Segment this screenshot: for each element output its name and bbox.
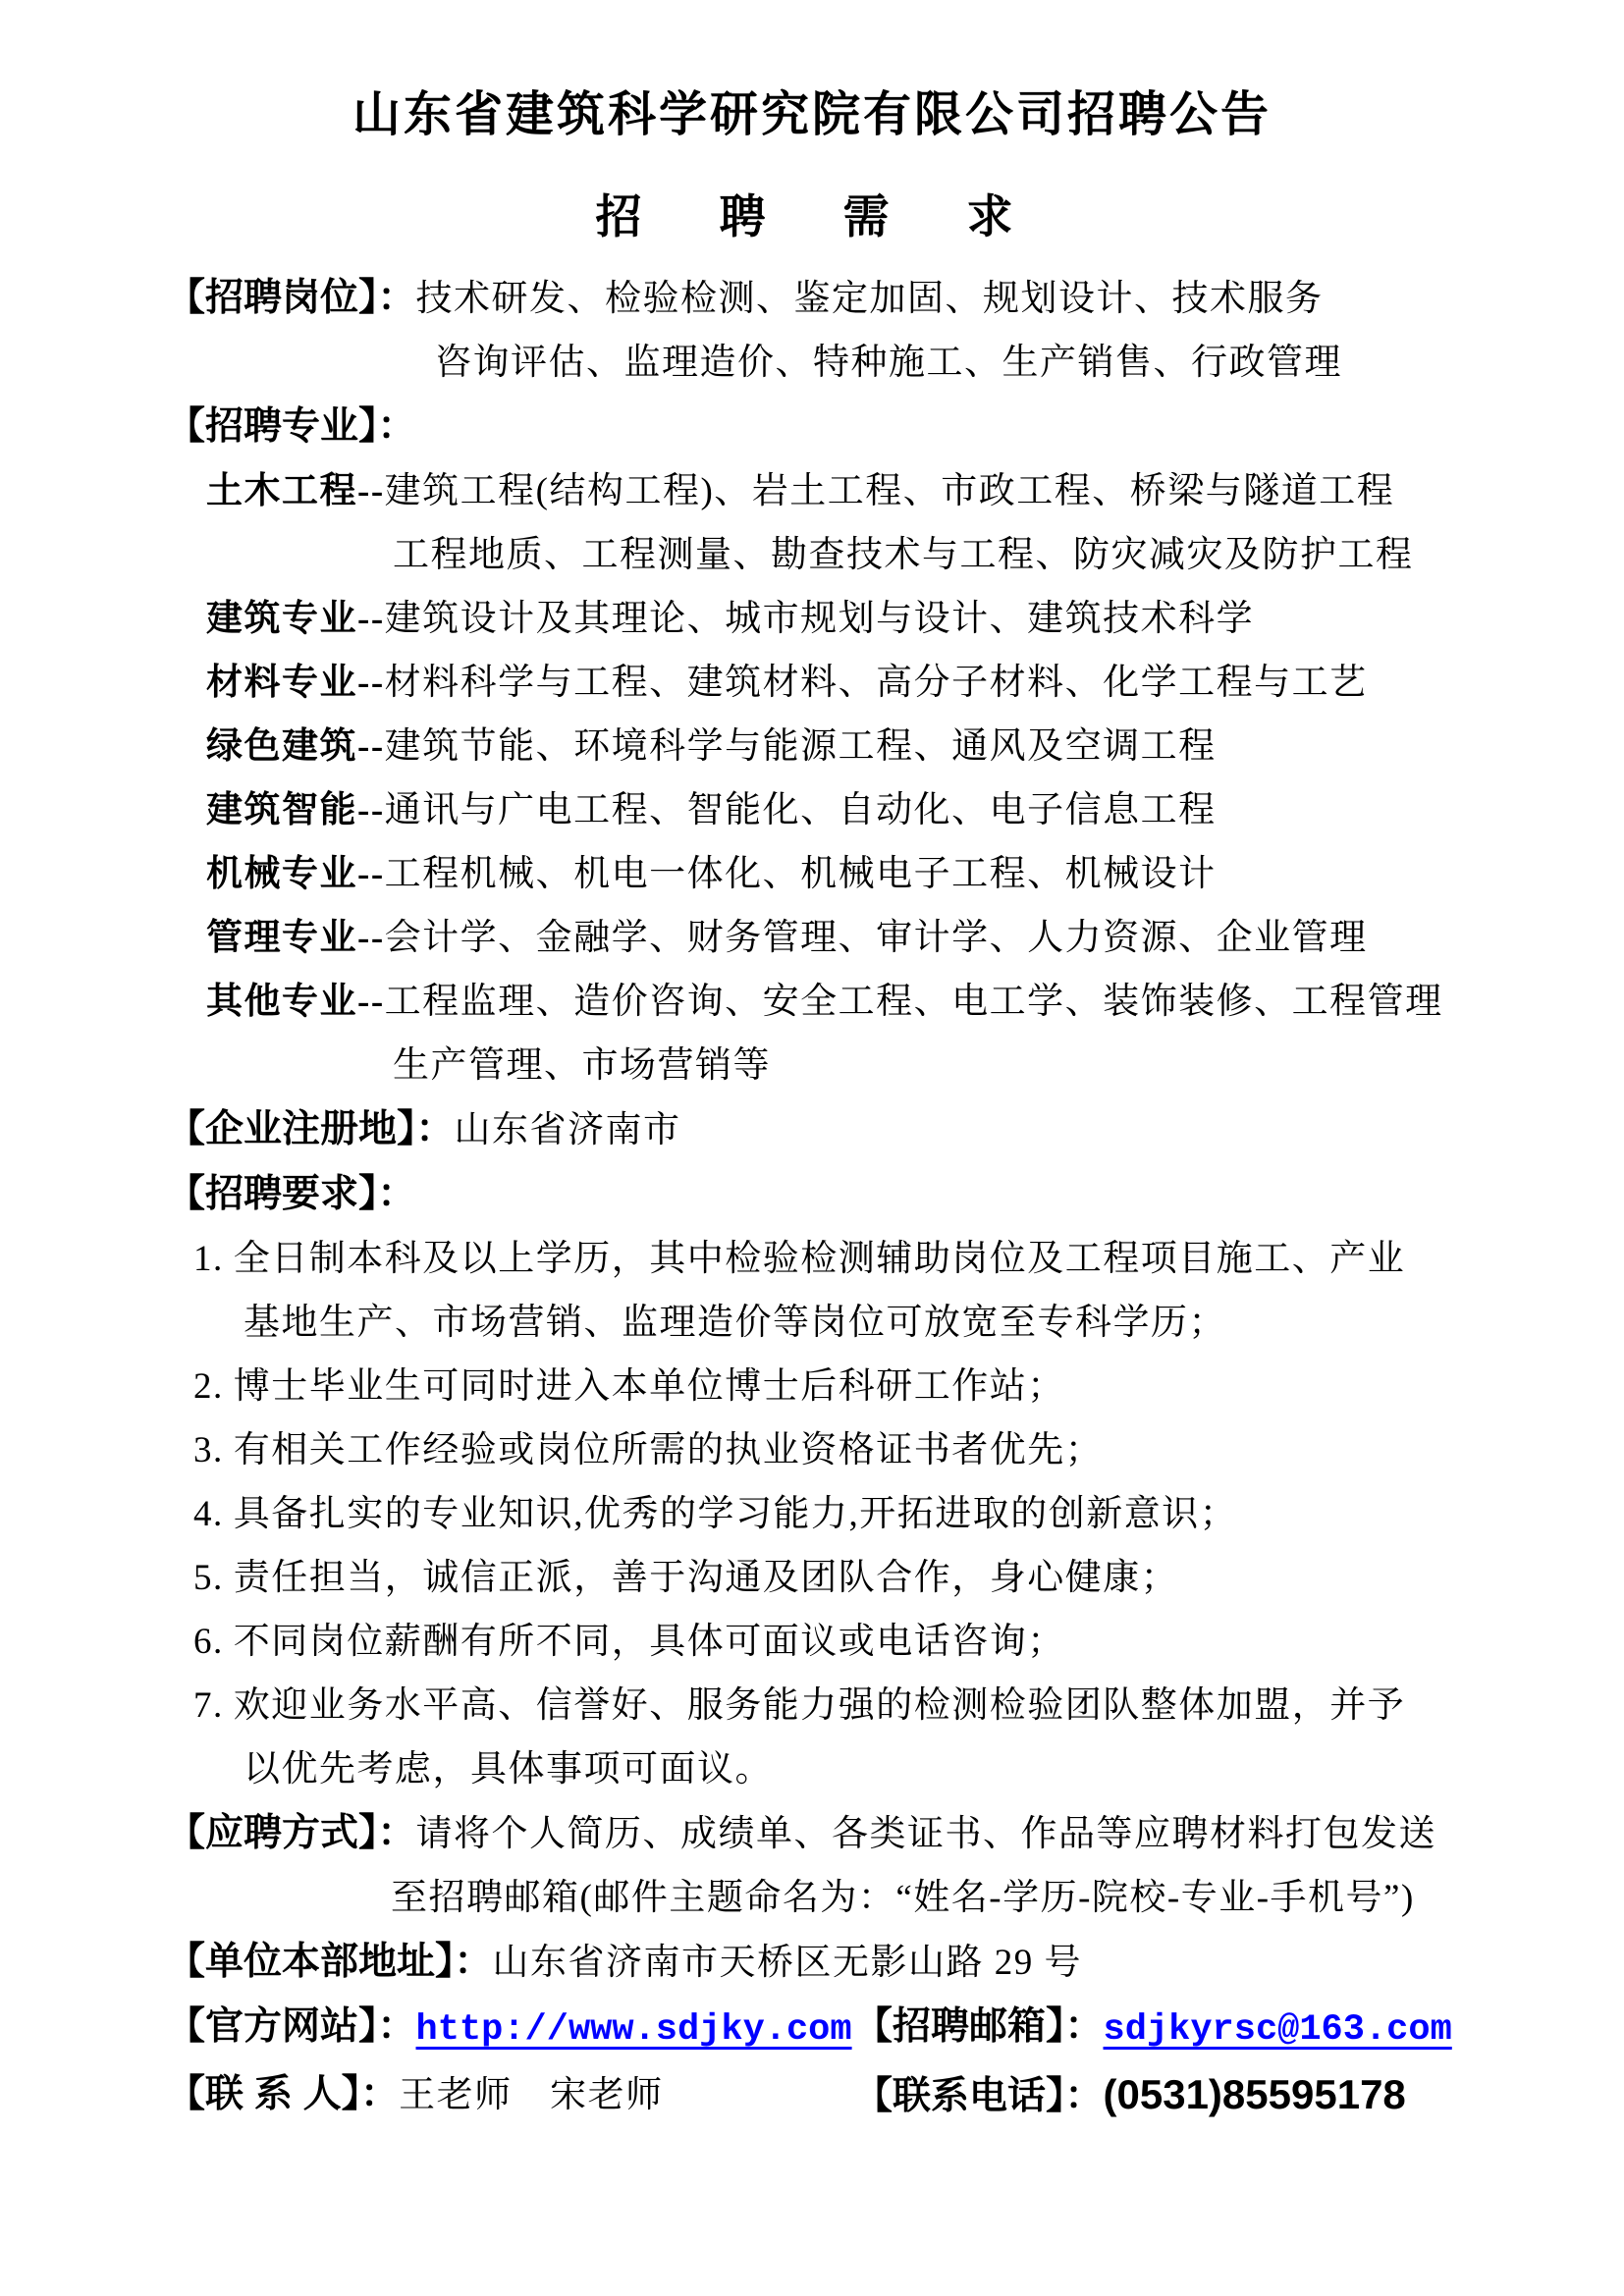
requirement-item-3 (0, 1418, 1624, 1482)
address-row (0, 1930, 1624, 1995)
registration-label: 【企业注册地】： (167, 1108, 455, 1150)
application-row (0, 1801, 1624, 1866)
requirement-item-2 (0, 1355, 1624, 1418)
major-separator: -- (357, 726, 385, 767)
page-title: 山东省建筑科学研究院有限公司招聘公告 (352, 87, 1272, 141)
website-link[interactable]: http://www.sdjky.com (415, 2009, 852, 2051)
positions-line1: 技术研发、检验检测、鉴定加固、规划设计、技术服务 (415, 279, 1324, 319)
requirement-item-7 (0, 1674, 1624, 1737)
major-category: 建筑专业 (206, 599, 357, 639)
application-label: 【应聘方式】： (167, 1812, 416, 1854)
major-row-other-cont: 生产管理、市场营销等 (393, 1045, 771, 1086)
major-separator: -- (357, 663, 385, 703)
requirement-number: 2. (193, 1366, 224, 1407)
major-separator: -- (357, 854, 385, 894)
major-category: 绿色建筑 (206, 726, 357, 767)
phone-value: (0531)85595178 (1103, 2071, 1406, 2117)
major-text: 工程监理、造价咨询、安全工程、电工学、装饰装修、工程管理 (384, 982, 1443, 1022)
major-text: 工程机械、机电一体化、机械电子工程、机械设计 (384, 854, 1217, 894)
requirements-label: 【招聘要求】： (167, 1173, 416, 1215)
application-line2: 至招聘邮箱(邮件主题命名为：“姓名-学历-院校-专业-手机号”) (391, 1878, 1415, 1918)
majors-header (0, 395, 1624, 459)
major-category: 土木工程 (206, 471, 357, 511)
major-row-other (0, 970, 1624, 1034)
requirement-item-1 (0, 1227, 1624, 1291)
website-cell (167, 1995, 854, 2062)
major-row-mechanical (0, 842, 1624, 906)
major-separator: -- (357, 918, 385, 958)
requirement-number: 3. (193, 1430, 224, 1470)
requirement-item-1-cont: 基地生产、市场营销、监理造价等岗位可放宽至专科学历； (244, 1303, 1226, 1343)
major-text: 建筑设计及其理论、城市规划与设计、建筑技术科学 (384, 599, 1255, 639)
major-separator: -- (357, 790, 385, 830)
positions-line2: 咨询评估、监理造价、特种施工、生产销售、行政管理 (435, 343, 1342, 383)
address-label: 【单位本部地址】： (167, 1941, 493, 1983)
requirement-text: 具备扎实的专业知识,优秀的学习能力,开拓进取的创新意识； (233, 1494, 1238, 1534)
requirement-number: 6. (193, 1622, 224, 1662)
website-email-row (0, 1995, 1624, 2062)
registration-value: 山东省济南市 (454, 1110, 681, 1150)
major-separator: -- (357, 982, 385, 1022)
requirements-header (0, 1162, 1624, 1227)
major-text: 通讯与广电工程、智能化、自动化、电子信息工程 (384, 790, 1217, 830)
requirement-text: 欢迎业务水平高、信誉好、服务能力强的检测检验团队整体加盟，并予 (233, 1685, 1406, 1726)
page-subtitle: 招 聘 需 求 (595, 192, 1029, 243)
requirement-number: 5. (193, 1558, 224, 1598)
requirement-item-6 (0, 1610, 1624, 1674)
email-label: 【招聘邮箱】： (854, 2005, 1104, 2048)
major-row-green-building (0, 715, 1624, 778)
major-row-civil (0, 459, 1624, 523)
major-category: 管理专业 (206, 918, 357, 958)
address-value: 山东省济南市天桥区无影山路 29 号 (492, 1943, 1083, 1983)
major-row-civil-cont: 工程地质、工程测量、勘查技术与工程、防灾减灾及防护工程 (393, 535, 1414, 575)
major-category: 建筑智能 (206, 790, 357, 830)
major-text: 会计学、金融学、财务管理、审计学、人力资源、企业管理 (384, 918, 1368, 958)
requirement-text: 全日制本科及以上学历，其中检验检测辅助岗位及工程项目施工、产业 (233, 1239, 1406, 1279)
contact-person-label: 【联 系 人】： (167, 2073, 400, 2115)
requirement-number: 1. (193, 1239, 224, 1279)
major-text: 建筑节能、环境科学与能源工程、通风及空调工程 (384, 726, 1217, 767)
major-text: 材料科学与工程、建筑材料、高分子材料、化学工程与工艺 (384, 663, 1368, 703)
phone-cell (854, 2062, 1406, 2129)
major-row-materials (0, 651, 1624, 715)
person-phone-row (0, 2062, 1624, 2129)
major-row-architecture (0, 587, 1624, 651)
major-row-building-intelligence (0, 778, 1624, 842)
positions-row (0, 266, 1624, 331)
requirement-number: 7. (193, 1685, 224, 1726)
requirement-text: 责任担当，诚信正派，善于沟通及团队合作，身心健康； (233, 1558, 1179, 1598)
requirement-text: 不同岗位薪酬有所不同，具体可面议或电话咨询； (233, 1622, 1065, 1662)
major-separator: -- (357, 599, 385, 639)
email-link[interactable]: sdjkyrsc@163.com (1103, 2009, 1452, 2051)
requirement-text: 博士毕业生可同时进入本单位博士后科研工作站； (233, 1366, 1065, 1407)
email-cell (854, 1995, 1452, 2062)
majors-label: 【招聘专业】： (167, 405, 416, 448)
requirement-item-5 (0, 1546, 1624, 1610)
phone-label: 【联系电话】： (854, 2075, 1104, 2117)
major-separator: -- (357, 471, 385, 511)
major-category: 材料专业 (206, 663, 357, 703)
requirement-item-7-cont: 以优先考虑，具体事项可面议。 (244, 1749, 773, 1789)
requirement-item-4 (0, 1482, 1624, 1546)
contact-person-cell (167, 2062, 854, 2129)
major-category: 其他专业 (206, 982, 357, 1022)
requirement-number: 4. (193, 1494, 224, 1534)
positions-label: 【招聘岗位】： (167, 277, 416, 319)
major-row-management (0, 906, 1624, 970)
application-line1: 请将个人简历、成绩单、各类证书、作品等应聘材料打包发送 (415, 1814, 1437, 1854)
contact-person-value: 王老师 宋老师 (399, 2075, 664, 2115)
requirement-text: 有相关工作经验或岗位所需的执业资格证书者优先； (233, 1430, 1104, 1470)
registration-row (0, 1097, 1624, 1162)
major-text: 建筑工程(结构工程)、岩土工程、市政工程、桥梁与隧道工程 (384, 471, 1395, 511)
document-body (0, 266, 1624, 2129)
website-label: 【官方网站】： (167, 2005, 416, 2048)
major-category: 机械专业 (206, 854, 357, 894)
